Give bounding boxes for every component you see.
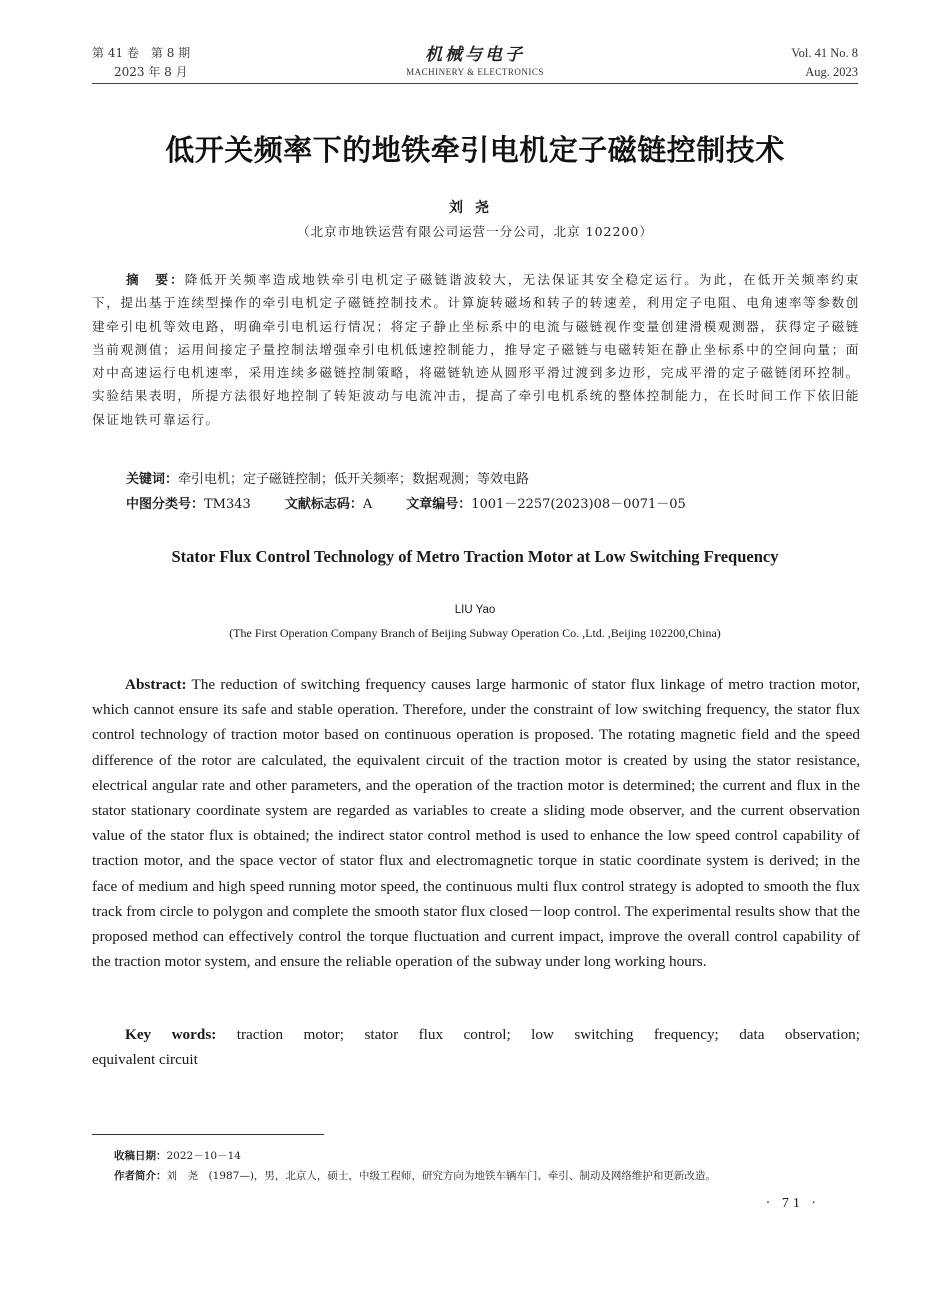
author-en: LIU Yao — [454, 604, 496, 616]
keywords-cn-text: 牵引电机；定子磁链控制；低开关频率；数据观测；等效电路 — [178, 472, 530, 487]
abstract-en — [92, 672, 860, 974]
volume-cn: 第 41 卷 第 8 期 — [92, 46, 191, 60]
received-label: 收稿日期： — [114, 1150, 167, 1162]
affiliation-en: (The First Operation Company Branch of Beijing Subway Operation Co. ,Ltd. ,Beijing 102200,China) — [229, 626, 721, 640]
journal-name-cn: 机械与电子 — [425, 45, 525, 65]
journal-name-en: MACHINERY & ELECTRONICS — [406, 67, 544, 77]
journal-masthead — [380, 40, 570, 77]
author-bio-label: 作者简介： — [114, 1170, 167, 1182]
paper-title-en: Stator Flux Control Technology of Metro Traction Motor at Low Switching Frequency — [171, 547, 779, 566]
keywords-en-line1: traction motor; stator flux control; low switching frequency; data observation; — [236, 1026, 860, 1043]
doc-code-label: 文献标志码： — [284, 497, 363, 512]
header-issue-en — [791, 44, 858, 82]
doc-code-value: A — [362, 497, 373, 512]
abstract-cn — [92, 268, 860, 431]
page-number: · 71 · — [765, 1196, 820, 1211]
keywords-cn-label: 关键词： — [126, 472, 179, 487]
footnote-rule — [92, 1134, 324, 1135]
received-date: 2022－10－14 — [166, 1150, 241, 1162]
article-number-label: 文章编号： — [406, 497, 472, 512]
author-cn: 刘尧 — [449, 200, 501, 216]
clc-value: TM343 — [204, 497, 251, 512]
paper-title-cn: 低开关频率下的地铁牵引电机定子磁链控制技术 — [165, 133, 785, 167]
footnote-received — [114, 1148, 241, 1164]
classification-line — [126, 495, 686, 515]
keywords-en-label: Key words: — [125, 1026, 217, 1043]
author-bio-text: 刘 尧 (1987—)，男，北京人，硕士，中级工程师，研究方向为地铁车辆车门、牵引、制动及网络维护和更新改造。 — [166, 1170, 716, 1182]
abstract-cn-text: 降低开关频率造成地铁牵引电机定子磁链谐波较大，无法保证其安全稳定运行。为此，在低开关频率约束下，提出基于连续型操作的牵引电机定子磁链控制技术。计算旋转磁场和转子的转速差，利用定子电阻、电角速率等参数创建牵引电机等效电路，明确牵引电机运行情况；将定子静止坐标系中的电流与磁链视作变量创建滑模观测器，获得定子磁链当前观测值；运用间接定子量控制法增强牵引电机低速控制能力，推导定子磁链与电磁转矩在静止坐标系中的空间向量；面对中高速运行电机速率，采用连续多磁链控制策略，将磁链轨迹从圆形平滑过渡到多边形，完成平滑的定子磁链闭环控制。实验结果表明，所提方法很好地控制了转矩波动与电流冲击，提高了牵引电机系统的整体控制能力，在长时间工作下依旧能保证地铁可靠运行。 — [92, 272, 860, 427]
clc-label: 中图分类号： — [126, 497, 205, 512]
header-issue-cn — [92, 44, 190, 82]
date-cn: 2023 年 8 月 — [114, 65, 188, 79]
abstract-cn-label: 摘 要： — [126, 272, 185, 287]
keywords-en-line2: equivalent circuit — [92, 1051, 198, 1068]
abstract-en-text: The reduction of switching frequency causes large harmonic of stator flux linkage of metro traction motor, which cannot ensure its safe and stable operation. Therefore, under the constraint of low switching frequency, the stator flux control technology of traction motor based on continuous operation is proposed. The rotating magnetic field and the speed difference of the rotor are calculated, the equivalent circuit of the traction motor is created by using the stator resistance, electrical angular rate and other parameters, and the operation of the traction motor is determined; the current and flux in the stator stationary coordinate system are regarded as variables to create a sliding mode observer, and the current observation value of the stator flux is obtained; the indirect stator control method is used to enhance the low speed control capability of traction motor, and the space vector of stator flux and electromagnetic torque in static coordinate system is derived; in the face of medium and high speed running motor speed, the continuous multi flux control strategy is adopted to smooth the flux track from circle to polygon and complete the smooth stator flux closed－loop control. The experimental results show that the proposed method can effectively control the torque fluctuation and current impact, improve the overall control capability of the traction motor system, and ensure the reliable operation of the subway under long working hours. — [92, 676, 860, 971]
abstract-en-label: Abstract: — [125, 676, 187, 693]
volume-en: Vol. 41 No. 8 — [791, 46, 858, 60]
keywords-cn — [126, 470, 529, 490]
article-number-value: 1001－2257(2023)08－0071－05 — [471, 497, 686, 512]
affiliation-cn: （北京市地铁运营有限公司运营一分公司，北京 102200） — [297, 224, 653, 239]
header-rule — [92, 83, 858, 84]
footnote-author — [114, 1168, 716, 1184]
date-en: Aug. 2023 — [805, 65, 858, 79]
keywords-en — [92, 1022, 860, 1047]
